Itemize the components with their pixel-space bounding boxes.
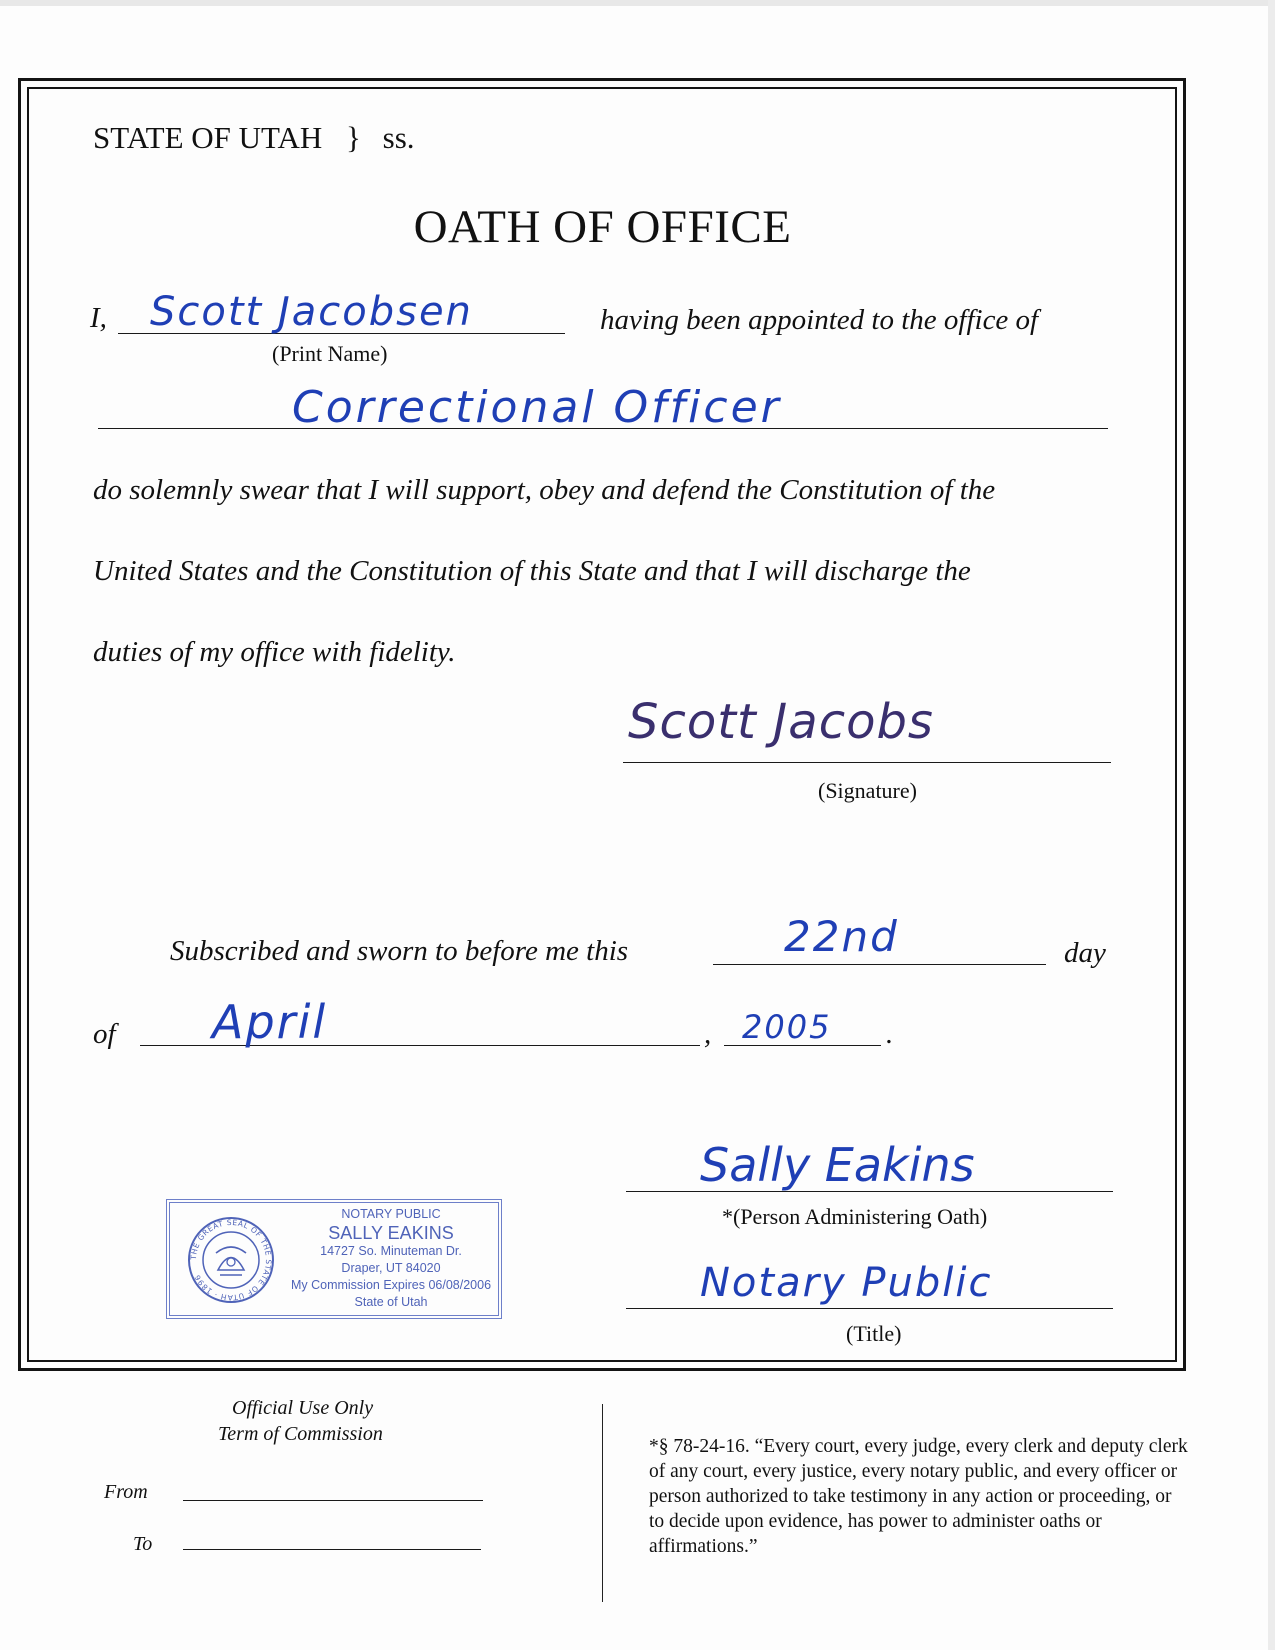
notary-address-2: Draper, UT 84020 <box>341 1261 441 1275</box>
notary-text <box>288 1206 494 1311</box>
day-line <box>713 964 1046 965</box>
title-line <box>626 1308 1113 1309</box>
administrator-caption: *(Person Administering Oath) <box>722 1204 988 1229</box>
from-label: From <box>104 1481 148 1503</box>
ss-label: ss. <box>382 120 415 155</box>
month-handwritten: April <box>212 995 328 1049</box>
day-handwritten: 22nd <box>784 912 899 961</box>
name-caption: (Print Name) <box>272 341 388 366</box>
notary-public-label: NOTARY PUBLIC <box>341 1207 441 1221</box>
administrator-signature: Sally Eakins <box>700 1138 975 1192</box>
form-border-inner <box>27 87 1177 1362</box>
notary-commission: My Commission Expires 06/08/2006 <box>290 1278 492 1292</box>
office-handwritten: Correctional Officer <box>292 382 782 433</box>
year-handwritten: 2005 <box>742 1008 832 1046</box>
oath-prefix: I, <box>90 302 107 334</box>
scan-edge-right <box>1268 0 1275 1650</box>
title-handwritten: Notary Public <box>700 1260 993 1306</box>
statute-text: *§ 78-24-16. “Every court, every judge, every clerk and deputy clerk of any court, every justice, every notary public, and every officer or person authorized to take testimony in any action or proceeding, or to decide upon evidence, has power to administer oaths or affirmations.” <box>649 1436 1188 1557</box>
to-line <box>183 1549 481 1550</box>
of-label: of <box>93 1018 116 1050</box>
oath-line-3: duties of my office with fidelity. <box>93 636 456 668</box>
state-name: STATE OF UTAH <box>93 120 323 155</box>
to-label: To <box>133 1533 153 1555</box>
scan-edge-top <box>0 0 1275 6</box>
period: . <box>886 1018 894 1050</box>
sworn-intro: Subscribed and sworn to before me this <box>170 935 629 967</box>
oath-line-2: United States and the Constitution of this State and that I will discharge the <box>93 555 971 587</box>
brace: } <box>346 120 361 155</box>
day-label: day <box>1064 937 1106 969</box>
from-line <box>183 1500 483 1501</box>
signature-caption: (Signature) <box>818 778 917 803</box>
notary-stamp <box>166 1199 502 1319</box>
name-handwritten: Scott Jacobsen <box>150 289 473 335</box>
document-title: OATH OF OFFICE <box>413 201 792 253</box>
signature-line <box>623 762 1111 763</box>
official-use-title: Official Use Only <box>232 1397 374 1419</box>
title-caption: (Title) <box>846 1321 902 1346</box>
notary-name: SALLY EAKINS <box>328 1223 454 1243</box>
oath-line-1: do solemnly swear that I will support, obey and defend the Constitution of the <box>93 474 996 506</box>
state-header <box>93 120 415 156</box>
footer-divider <box>602 1404 603 1602</box>
utah-seal-icon <box>186 1215 276 1305</box>
appointed-text: having been appointed to the office of <box>600 304 1039 336</box>
notary-address-1: 14727 So. Minuteman Dr. <box>320 1244 462 1258</box>
signature-handwritten: Scott Jacobs <box>628 694 934 750</box>
svg-text:THE GREAT SEAL OF THE STATE OF: THE GREAT SEAL OF THE STATE OF UTAH · 1896 <box>188 1217 274 1303</box>
term-of-commission: Term of Commission <box>218 1423 383 1445</box>
comma: , <box>704 1018 712 1050</box>
notary-state: State of Utah <box>354 1295 428 1309</box>
